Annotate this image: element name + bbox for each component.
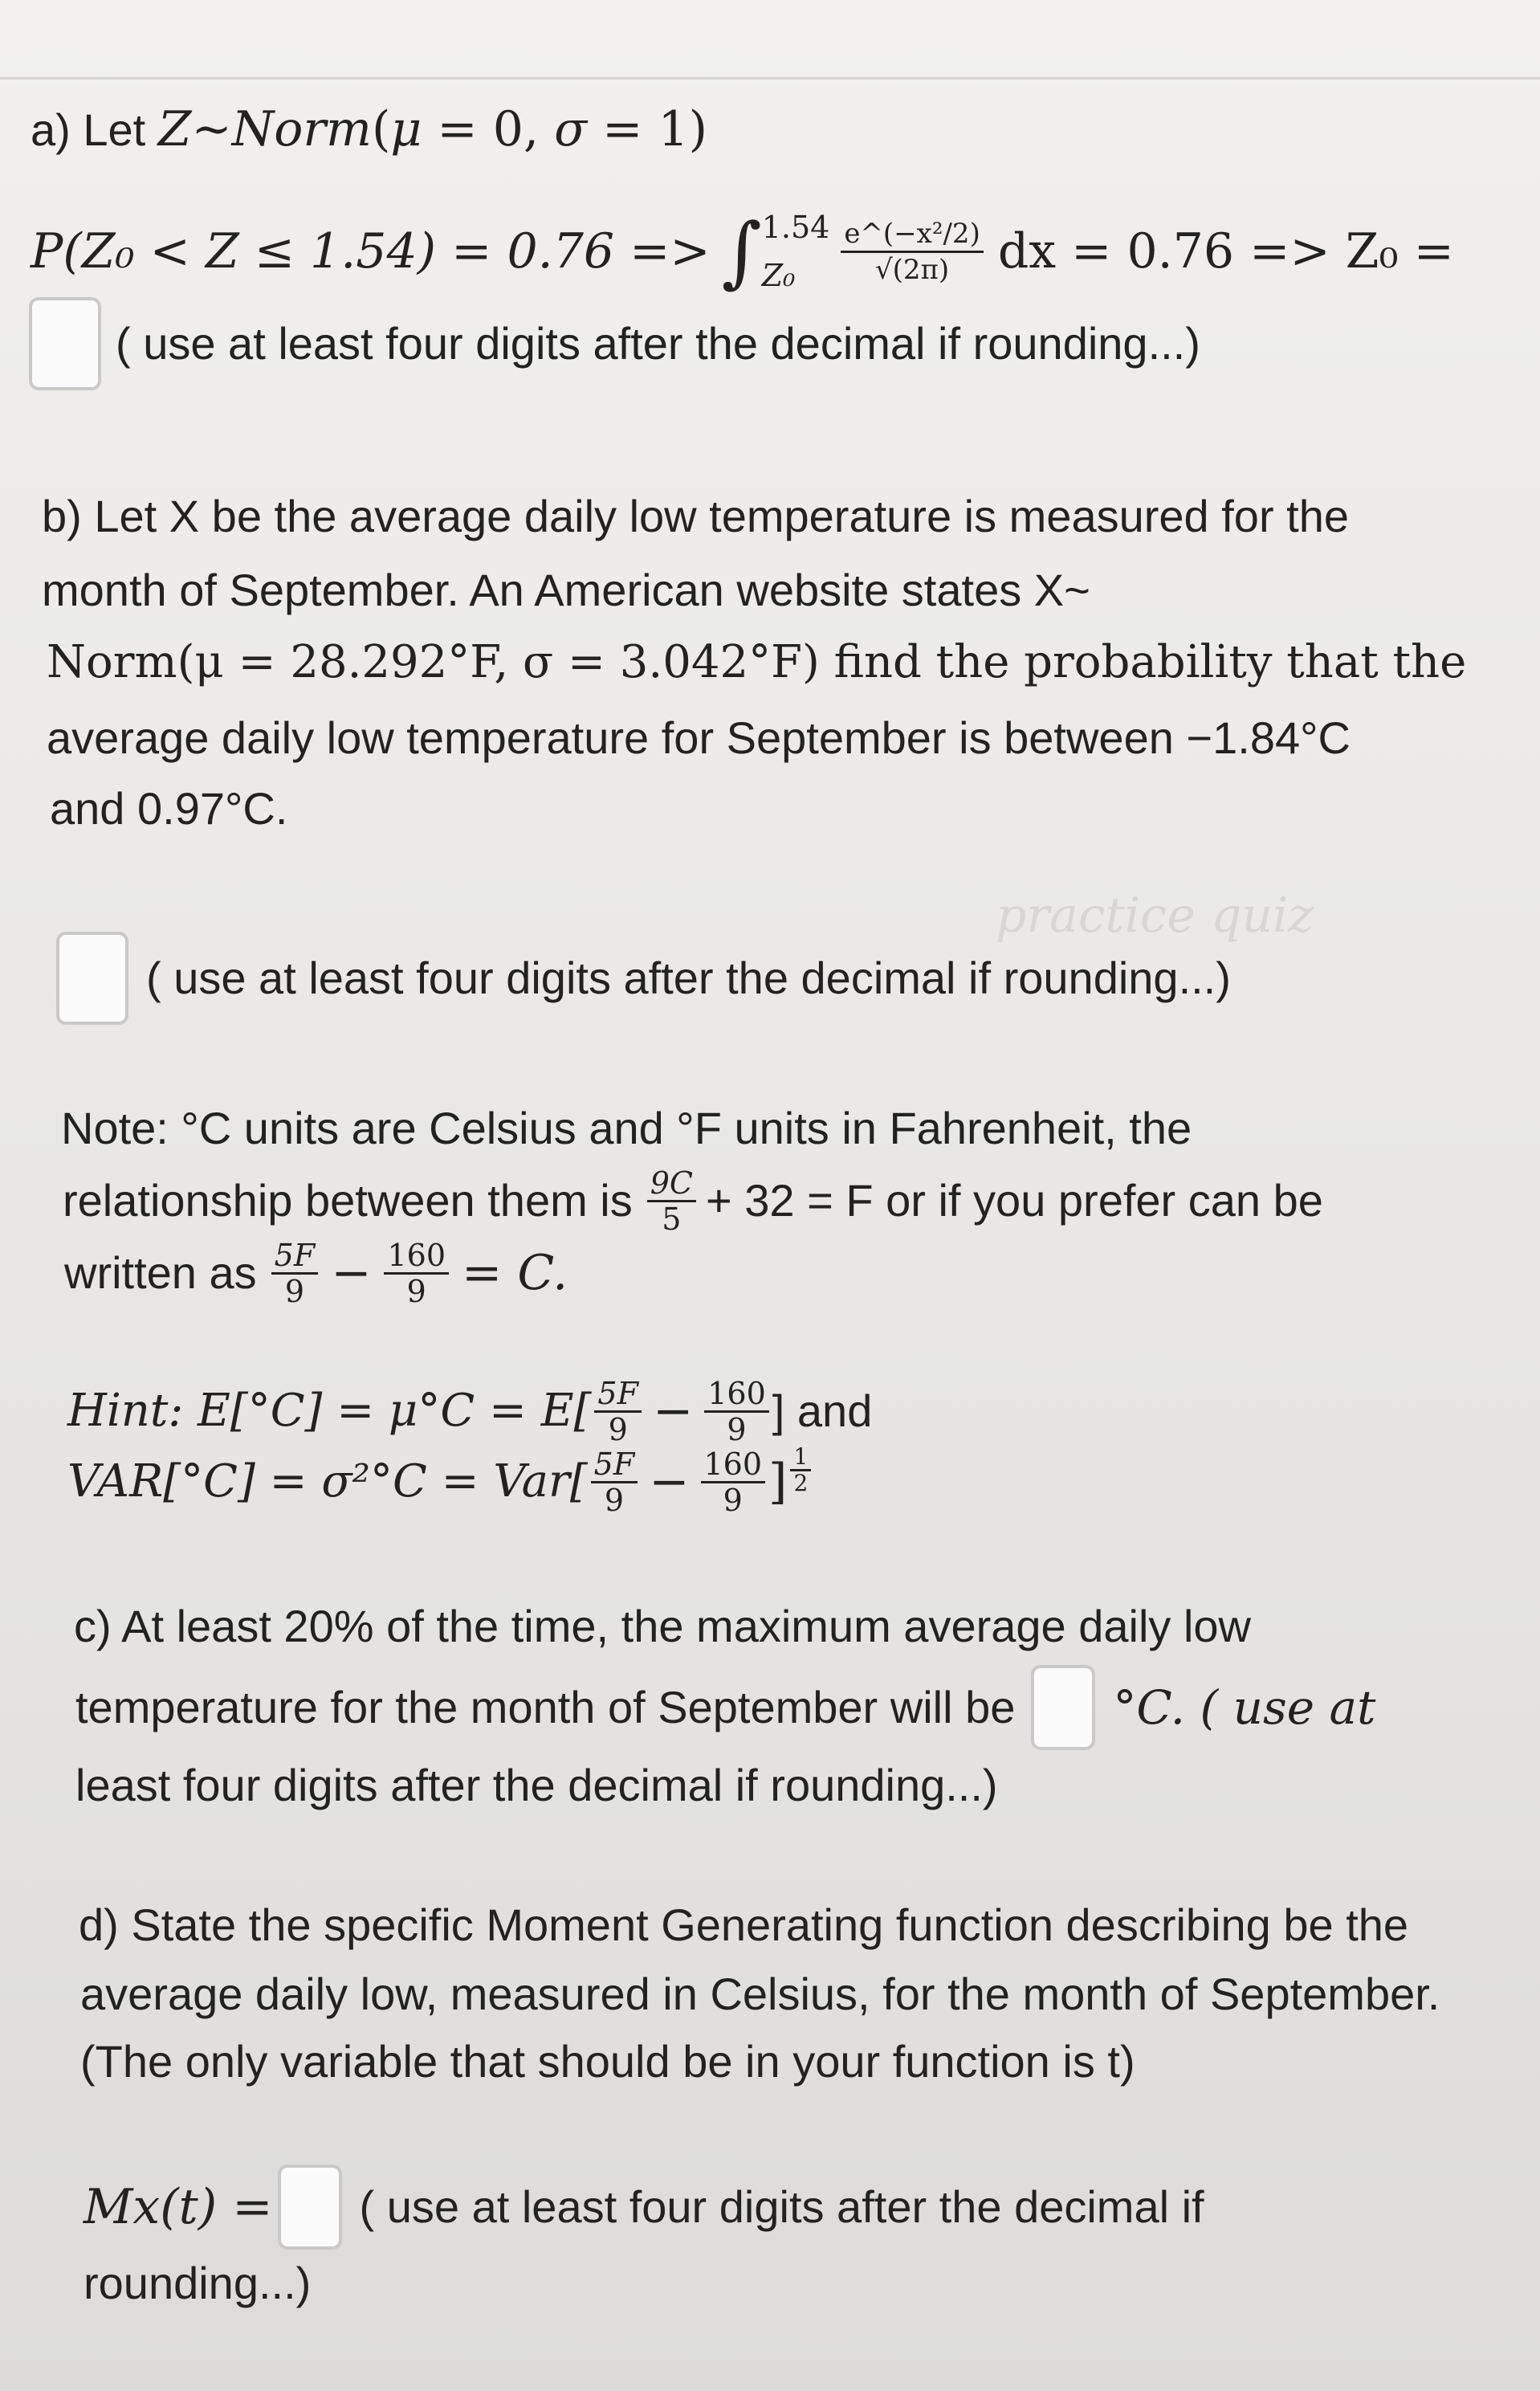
part-d-mgf-row: [84, 2160, 1204, 2254]
part-b-line-5: and 0.97°C.: [50, 783, 288, 834]
integral-sign: ∫: [721, 206, 762, 296]
part-d-mgf-input[interactable]: [278, 2165, 342, 2250]
note-line-2: relationship between them is $\frac{9C}{5}$ + 32 = F or if you prefer can be: [63, 1165, 1323, 1237]
integrand-fraction: $\frac{\text{e\textasciicircum{}(−x²/2)}}{√(2\pi)}$: [841, 217, 984, 287]
part-b-line-1: b) Let X be the average daily low temperature is measured for the: [42, 491, 1349, 541]
part-b-line-3: Norm(μ = 28.292°F, σ = 3.042°F) find the probability that the: [47, 636, 1467, 688]
mgf-label: Mx(t) =: [84, 2179, 273, 2235]
hint-line-1: Hint: E[°C] = μ°C = E[ $\frac{5F}{9}$ − $\frac{160}{9}$ ] and: [67, 1375, 873, 1447]
note-line-3: written as $\frac{5F}{9}$ − $\frac{160}{9}$ = C.: [64, 1237, 568, 1309]
part-c-answer-input[interactable]: [1031, 1665, 1095, 1750]
part-b-instruction: ( use at least four digits after the decimal if rounding...): [146, 953, 1231, 1003]
part-a-answer-row: [29, 297, 1200, 390]
fraction-9c-over-5: $\frac{9C}{5}$: [647, 1166, 696, 1236]
part-d-line-1: d) State the specific Moment Generating function describing be the: [79, 1899, 1409, 1950]
hint-fraction-5f-9: $\frac{5F}{9}$: [594, 1377, 642, 1446]
fraction-5f-over-9: $\frac{5F}{9}$: [271, 1238, 319, 1308]
part-b-answer-row: [56, 932, 1231, 1025]
part-a-answer-input[interactable]: [29, 297, 101, 390]
part-a-equation: P(Z₀ < Z ≤ 1.54) = 0.76 => ∫ 1.54 Z₀ $\frac{\text{e\textasciicircum{}(−x²/2)}}{√(2\pi)}$ dx = 0.76 => Z₀ =: [31, 206, 1454, 296]
part-d-line-3: (The only variable that should be in your function is t): [80, 2036, 1135, 2087]
part-b-answer-input[interactable]: [56, 932, 128, 1025]
hint-fraction-160-9: $\frac{160}{9}$: [704, 1377, 769, 1446]
hint-fraction-160-9-var: $\frac{160}{9}$: [701, 1447, 766, 1517]
fraction-160-over-9: $\frac{160}{9}$: [384, 1238, 449, 1308]
top-divider: [0, 77, 1540, 80]
part-a-heading: a) Let Z~Norm(μ = 0, σ = 1): [31, 101, 708, 157]
part-c-line-2: temperature for the month of September will be °C. ( use at: [75, 1661, 1375, 1754]
part-d-instruction-cont: rounding...): [84, 2258, 312, 2308]
hint-line-2: VAR[°C] = σ²°C = Var[ $\frac{5F}{9}$ − $\frac{160}{9}$ ] $\frac{1}{2}$: [67, 1446, 814, 1518]
hint-exponent-half: $\frac{1}{2}$: [790, 1445, 811, 1495]
background-handwriting: practice quiz: [996, 887, 1314, 944]
part-a-instruction: ( use at least four digits after the decimal if rounding...): [116, 318, 1200, 369]
part-d-instruction: ( use at least four digits after the decimal if: [359, 2181, 1204, 2232]
integral-limits: 1.54 Z₀: [761, 210, 830, 293]
hint-fraction-5f-9-var: $\frac{5F}{9}$: [591, 1447, 638, 1517]
note-line-1: Note: °C units are Celsius and °F units in Fahrenheit, the: [61, 1103, 1192, 1153]
part-d-line-2: average daily low, measured in Celsius, for the month of September.: [80, 1969, 1440, 2019]
part-b-line-4: average daily low temperature for September is between −1.84°C: [47, 712, 1351, 763]
part-b-line-2: month of September. An American website states X~: [42, 565, 1090, 615]
part-c-line-1: c) At least 20% of the time, the maximum average daily low: [74, 1601, 1251, 1651]
part-c-line-3: least four digits after the decimal if rounding...): [75, 1760, 998, 1810]
